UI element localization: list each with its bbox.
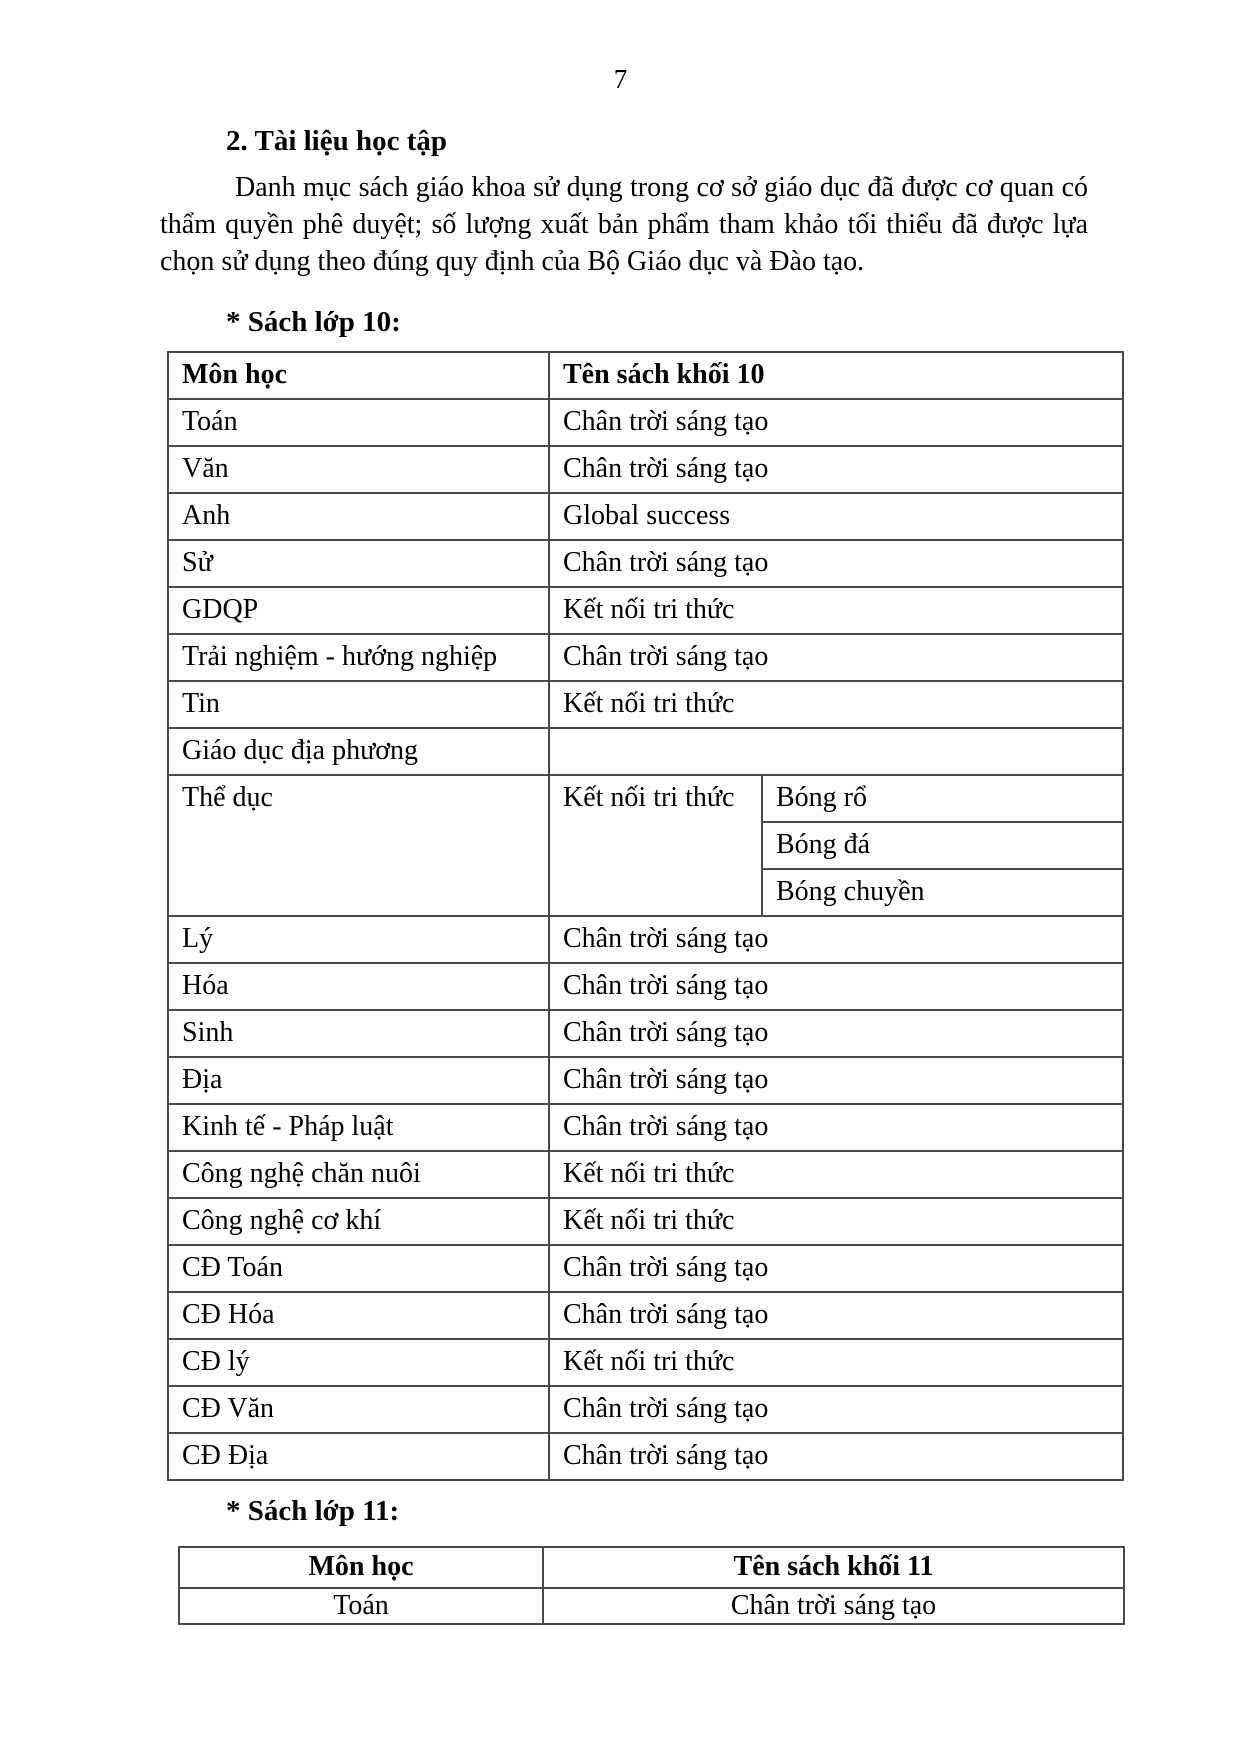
- subject-cell: Thể dục: [168, 775, 549, 916]
- table-row: [168, 916, 1123, 963]
- book-cell: Chân trời sáng tạo: [543, 1588, 1124, 1624]
- subject-cell: CĐ Văn: [168, 1386, 549, 1433]
- table-row: [168, 587, 1123, 634]
- grade10-books-table-body: [168, 352, 1123, 1480]
- subject-cell: CĐ Toán: [168, 1245, 549, 1292]
- table-row: [168, 1151, 1123, 1198]
- subject-cell: Anh: [168, 493, 549, 540]
- subject-cell: Toán: [168, 399, 549, 446]
- table-header-row: [168, 352, 1123, 399]
- table-row: [168, 1010, 1123, 1057]
- subject-cell: CĐ Địa: [168, 1433, 549, 1480]
- table-row: [168, 1292, 1123, 1339]
- table-row: [168, 1057, 1123, 1104]
- grade10-books-table: [167, 351, 1124, 1481]
- book-cell: Chân trời sáng tạo: [549, 1057, 1123, 1104]
- table-row: [168, 728, 1123, 775]
- subject-cell: Kinh tế - Pháp luật: [168, 1104, 549, 1151]
- column-header: Môn học: [168, 352, 549, 399]
- grade11-books-table: [178, 1546, 1125, 1625]
- table-row: [168, 634, 1123, 681]
- subject-cell: CĐ lý: [168, 1339, 549, 1386]
- book-cell: Global success: [549, 493, 1123, 540]
- subject-cell: Hóa: [168, 963, 549, 1010]
- table-row: [168, 681, 1123, 728]
- table-row: [168, 1198, 1123, 1245]
- table-row: [168, 1245, 1123, 1292]
- book-cell: Kết nối tri thức: [549, 775, 762, 916]
- book-cell: Chân trời sáng tạo: [549, 540, 1123, 587]
- table-row: [168, 493, 1123, 540]
- book-cell: Chân trời sáng tạo: [549, 1010, 1123, 1057]
- subject-cell: Giáo dục địa phương: [168, 728, 549, 775]
- variant-cell: Bóng chuyền: [762, 869, 1123, 916]
- table-header-row: [179, 1547, 1124, 1588]
- book-cell: Chân trời sáng tạo: [549, 399, 1123, 446]
- subject-cell: Toán: [179, 1588, 543, 1624]
- table-row: [168, 775, 1123, 822]
- subject-cell: CĐ Hóa: [168, 1292, 549, 1339]
- book-cell: [549, 728, 1123, 775]
- book-cell: Chân trời sáng tạo: [549, 1245, 1123, 1292]
- book-cell: Chân trời sáng tạo: [549, 634, 1123, 681]
- subject-cell: Công nghệ cơ khí: [168, 1198, 549, 1245]
- table-title-grade11: * Sách lớp 11:: [226, 1495, 400, 1527]
- column-header: Tên sách khối 11: [543, 1547, 1124, 1588]
- table-row: [168, 963, 1123, 1010]
- variant-cell: Bóng đá: [762, 822, 1123, 869]
- book-cell: Kết nối tri thức: [549, 1151, 1123, 1198]
- variant-cell: Bóng rổ: [762, 775, 1123, 822]
- table-row: [168, 1339, 1123, 1386]
- subject-cell: Văn: [168, 446, 549, 493]
- page-number: 7: [613, 64, 628, 94]
- table-row: [168, 1386, 1123, 1433]
- book-cell: Chân trời sáng tạo: [549, 916, 1123, 963]
- table-row: [168, 446, 1123, 493]
- table-row: [168, 1104, 1123, 1151]
- subject-cell: Sử: [168, 540, 549, 587]
- book-cell: Chân trời sáng tạo: [549, 1104, 1123, 1151]
- subject-cell: Tin: [168, 681, 549, 728]
- subject-cell: Sinh: [168, 1010, 549, 1057]
- book-cell: Chân trời sáng tạo: [549, 1386, 1123, 1433]
- subject-cell: Lý: [168, 916, 549, 963]
- book-cell: Kết nối tri thức: [549, 1339, 1123, 1386]
- book-cell: Kết nối tri thức: [549, 1198, 1123, 1245]
- column-header: Môn học: [179, 1547, 543, 1588]
- table-row: [168, 399, 1123, 446]
- subject-cell: GDQP: [168, 587, 549, 634]
- table-row: [179, 1588, 1124, 1624]
- intro-paragraph: Danh mục sách giáo khoa sử dụng trong cơ sở giáo dục đã được cơ quan có thẩm quyền phê duyệt; số lượng xuất bản phẩm tham khảo tối thiểu đã được lựa chọn sử dụng theo đúng quy định của Bộ Giáo dục và Đào tạo.: [160, 172, 1088, 277]
- book-cell: Kết nối tri thức: [549, 587, 1123, 634]
- book-cell: Chân trời sáng tạo: [549, 1433, 1123, 1480]
- section-heading: 2. Tài liệu học tập: [226, 125, 448, 157]
- book-cell: Chân trời sáng tạo: [549, 963, 1123, 1010]
- table-title-grade10: * Sách lớp 10:: [226, 306, 401, 338]
- book-cell: Chân trời sáng tạo: [549, 446, 1123, 493]
- table-row: [168, 1433, 1123, 1480]
- subject-cell: Địa: [168, 1057, 549, 1104]
- table-row: [168, 540, 1123, 587]
- subject-cell: Trải nghiệm - hướng nghiệp: [168, 634, 549, 681]
- book-cell: Kết nối tri thức: [549, 681, 1123, 728]
- book-cell: Chân trời sáng tạo: [549, 1292, 1123, 1339]
- grade11-books-table-body: [179, 1547, 1124, 1624]
- subject-cell: Công nghệ chăn nuôi: [168, 1151, 549, 1198]
- column-header: Tên sách khối 10: [549, 352, 1123, 399]
